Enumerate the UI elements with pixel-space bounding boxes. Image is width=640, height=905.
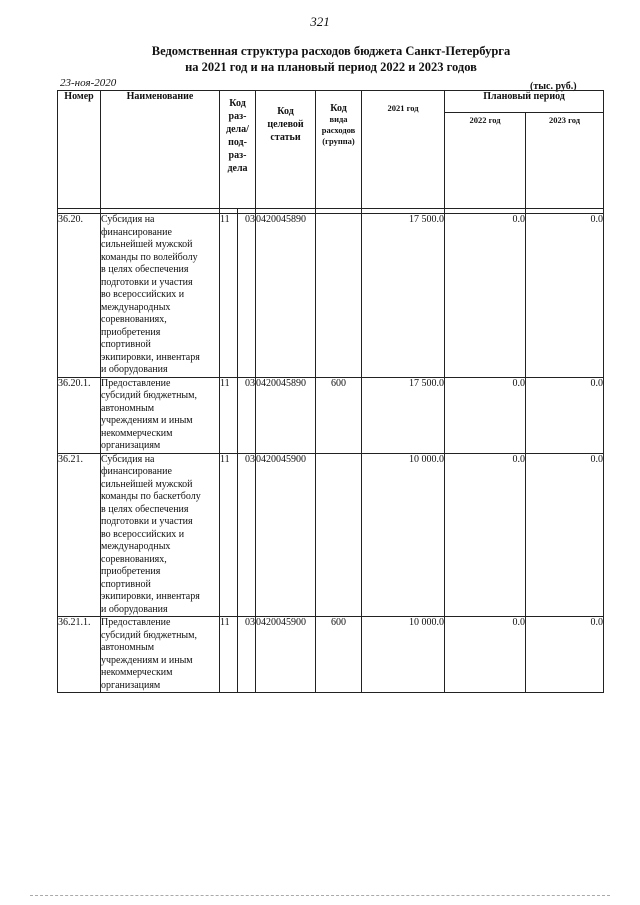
units-label: (тыс. руб.) (530, 81, 577, 92)
row-name-line: соревнованиях, (101, 314, 167, 325)
row-name-line: в целях обеспечения (101, 503, 189, 515)
row-name-line: учреждениям и иным (101, 415, 193, 426)
row-name-line: финансирование (101, 226, 172, 238)
row-name-line: сильнейшей мужской (101, 239, 193, 250)
row-name-line: автономным (101, 402, 155, 414)
row-amount-2023: 0.0 (526, 214, 604, 378)
row-name-line: приобретения (101, 326, 161, 338)
row-podrazdel: 03 (238, 377, 256, 453)
row-razdel: 11 (220, 453, 238, 617)
table-row (58, 453, 604, 617)
row-name-line: спортивной (101, 339, 151, 350)
row-amount-2021: 17 500.0 (362, 214, 445, 378)
row-name-line: финансирование (101, 466, 172, 477)
row-name (101, 214, 220, 378)
header-target-code: Код целевой статьи (256, 91, 316, 209)
row-name-line: организациям (101, 440, 161, 451)
header-name: Наименование (101, 91, 220, 209)
header-2023: 2023 год (526, 113, 604, 209)
row-number: 36.20. (58, 214, 101, 378)
row-expense-type (316, 214, 362, 378)
table-row (58, 214, 604, 378)
row-amount-2023: 0.0 (526, 377, 604, 453)
row-number: 36.20.1. (58, 377, 101, 453)
page-number: 321 (310, 14, 330, 29)
row-podrazdel: 03 (238, 214, 256, 378)
row-name-line: команды по волейболу (101, 251, 198, 263)
row-name-line: организациям (101, 679, 161, 691)
header-number: Номер (58, 91, 101, 209)
row-amount-2023: 0.0 (526, 617, 604, 693)
row-name-line: Субсидия на (101, 453, 155, 465)
row-name-line: и оборудования (101, 364, 168, 375)
row-name-line: приобретения (101, 566, 161, 577)
row-amount-2022: 0.0 (445, 617, 526, 693)
row-name-line: в целях обеспечения (101, 264, 189, 275)
row-expense-type: 600 (316, 617, 362, 693)
row-name-line: учреждениям и иным (101, 654, 193, 666)
row-name-line: субсидий бюджетным, (101, 629, 197, 641)
table-row (58, 617, 604, 693)
row-podrazdel: 03 (238, 453, 256, 617)
row-name-line: экипировки, инвентаря (101, 351, 200, 363)
row-amount-2021: 10 000.0 (362, 453, 445, 617)
row-expense-type (316, 453, 362, 617)
header-2021: 2021 год (362, 91, 445, 209)
row-number: 36.21. (58, 453, 101, 617)
header-2022: 2022 год (445, 113, 526, 209)
row-amount-2022: 0.0 (445, 214, 526, 378)
row-name-line: спортивной (101, 578, 151, 590)
row-target-code: 0420045900 (256, 617, 316, 693)
row-name-line: соревнованиях, (101, 553, 167, 565)
budget-table (57, 90, 604, 693)
header-section-code: Код раз- дела/ под- раз- дела (220, 91, 256, 209)
row-amount-2023: 0.0 (526, 453, 604, 617)
row-name-line: некоммерческим (101, 427, 173, 439)
title-line-1: Ведомственная структура расходов бюджета Санкт-Петербурга (151, 44, 511, 58)
row-name (101, 617, 220, 693)
row-razdel: 11 (220, 617, 238, 693)
row-amount-2021: 10 000.0 (362, 617, 445, 693)
row-name-line: подготовки и участия (101, 276, 193, 288)
row-name-line: во всероссийских и (101, 528, 185, 540)
table-row (58, 377, 604, 453)
row-podrazdel: 03 (238, 617, 256, 693)
row-name-line: во всероссийских и (101, 289, 185, 300)
row-name-line: автономным (101, 642, 155, 653)
row-number: 36.21.1. (58, 617, 101, 693)
row-amount-2022: 0.0 (445, 377, 526, 453)
document-date: 23-ноя-2020 (60, 77, 117, 89)
row-name-line: некоммерческим (101, 667, 173, 678)
row-name-line: и оборудования (101, 603, 168, 615)
row-name-line: Субсидия на (101, 214, 155, 225)
row-amount-2021: 17 500.0 (362, 377, 445, 453)
page-bottom-edge (30, 895, 610, 896)
header-expense-type: Код вида расходов (группа) (316, 91, 362, 209)
row-amount-2022: 0.0 (445, 453, 526, 617)
row-name-line: субсидий бюджетным, (101, 390, 197, 401)
title-line-2: на 2021 год и на плановый период 2022 и 2023 годов (185, 60, 477, 74)
header-plan-period: Плановый период (445, 91, 604, 113)
row-target-code: 0420045890 (256, 377, 316, 453)
row-name (101, 453, 220, 617)
row-razdel: 11 (220, 377, 238, 453)
row-name-line: международных (101, 301, 171, 313)
row-expense-type: 600 (316, 377, 362, 453)
row-name-line: сильнейшей мужской (101, 478, 193, 490)
row-name-line: Предоставление (101, 377, 171, 389)
row-razdel: 11 (220, 214, 238, 378)
row-name-line: команды по баскетболу (101, 491, 201, 502)
row-name-line: международных (101, 541, 171, 552)
document-title (0, 43, 640, 75)
row-name-line: подготовки и участия (101, 516, 193, 527)
row-name-line: Предоставление (101, 617, 171, 628)
row-target-code: 0420045900 (256, 453, 316, 617)
row-target-code: 0420045890 (256, 214, 316, 378)
row-name (101, 377, 220, 453)
row-name-line: экипировки, инвентаря (101, 591, 200, 602)
